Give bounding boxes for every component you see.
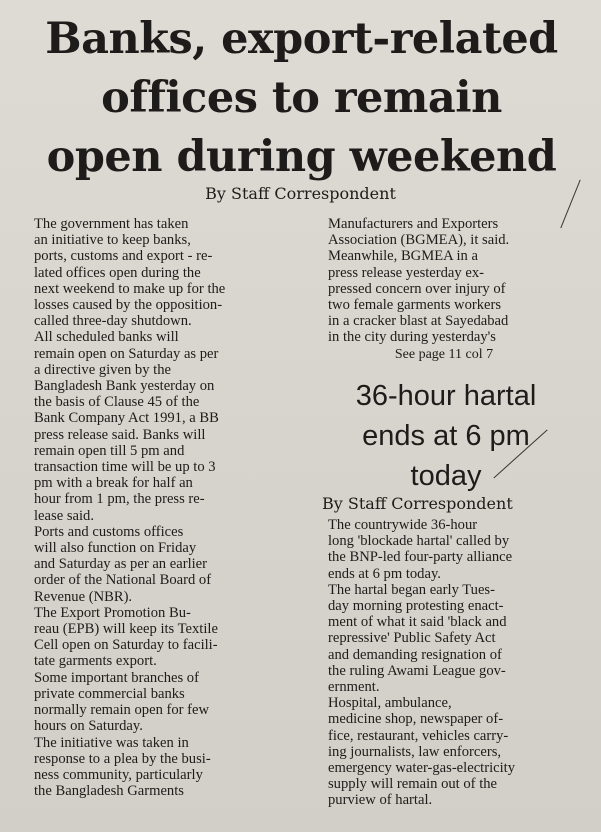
- text-line: hours on Saturday.: [34, 718, 143, 735]
- text-line: repressive' Public Safety Act: [328, 630, 496, 647]
- subhead-line-1: 36-hour hartal: [355, 380, 537, 412]
- text-line: supply will remain out of the: [328, 776, 498, 793]
- text-line: Manufacturers and Exporters: [328, 216, 499, 232]
- text-line: ports, customs and export - re-: [34, 248, 213, 265]
- text-line: transaction time will be up to 3: [34, 459, 216, 476]
- text-line: purview of hartal.: [328, 792, 433, 809]
- text-line: and demanding resignation of: [328, 646, 502, 663]
- text-line: Some important branches of: [34, 669, 199, 686]
- text-line: the basis of Clause 45 of the: [34, 394, 200, 411]
- text-line: remain open till 5 pm and: [34, 442, 185, 459]
- text-line: reau (EPB) will keep its Textile: [34, 621, 218, 638]
- text-line: normally remain open for few: [34, 702, 210, 719]
- text-line: hour from 1 pm, the press re-: [34, 491, 205, 508]
- text-line: The initiative was taken in: [34, 734, 189, 751]
- text-line: fice, restaurant, vehicles carry-: [328, 727, 509, 744]
- continuation-note: See page 11 col 7: [394, 346, 494, 362]
- article-paragraph: [310, 517, 578, 582]
- text-line: pm with a break for half an: [34, 475, 193, 492]
- article-headline: [14, 10, 589, 187]
- text-line: emergency water-gas-electricity: [328, 760, 516, 777]
- headline-line-2: offices to remain: [101, 73, 502, 123]
- text-line: and Saturday as per an earlier: [34, 556, 208, 573]
- subhead-line-2: ends at 6 pm: [362, 420, 530, 452]
- text-line: tate garments export.: [34, 653, 157, 670]
- article-paragraph: [16, 524, 282, 605]
- text-line: long 'blockade hartal' called by: [328, 533, 510, 550]
- text-line: Cell open on Saturday to facili-: [34, 637, 218, 654]
- text-line: ernment.: [328, 679, 380, 696]
- text-line: response to a plea by the busi-: [34, 750, 211, 767]
- text-line: remain open on Saturday as per: [34, 345, 219, 362]
- text-line: two female garments workers: [328, 297, 502, 314]
- text-line: ness community, particularly: [34, 766, 203, 783]
- subhead-line-3: today: [410, 460, 482, 492]
- text-line: All scheduled banks will: [34, 329, 179, 346]
- text-line: The hartal began early Tues-: [328, 581, 495, 598]
- article-paragraph: [16, 670, 282, 735]
- text-line: ment of what it said 'black and: [328, 614, 507, 631]
- text-line: The countrywide 36-hour: [328, 517, 478, 533]
- article-column-2: [310, 216, 578, 363]
- article-paragraph: [310, 582, 578, 695]
- text-line: an initiative to keep banks,: [34, 232, 191, 249]
- text-line: Ports and customs offices: [34, 523, 184, 540]
- text-line: the ruling Awami League gov-: [328, 662, 506, 679]
- text-line: lease said.: [34, 507, 94, 524]
- text-line: private commercial banks: [34, 685, 185, 702]
- text-line: Meanwhile, BGMEA in a: [328, 248, 478, 265]
- article-paragraph: [310, 695, 578, 808]
- text-line: The government has taken: [34, 216, 189, 232]
- text-line: Hospital, ambulance,: [328, 695, 452, 712]
- text-line: press release said. Banks will: [34, 426, 206, 443]
- text-line: ing journalists, law enforcers,: [328, 743, 502, 760]
- article-paragraph: [16, 605, 282, 670]
- text-line: called three-day shutdown.: [34, 313, 192, 330]
- text-line: losses caused by the opposition-: [34, 297, 223, 314]
- text-line: day morning protesting enact-: [328, 598, 504, 615]
- text-line: Bank Company Act 1991, a BB: [34, 410, 219, 427]
- article-column-1: [16, 216, 282, 799]
- article-paragraph: [16, 329, 282, 523]
- text-line: Revenue (NBR).: [34, 588, 133, 605]
- second-article-byline: By Staff Correspondent: [322, 494, 513, 513]
- article-paragraph: [16, 735, 282, 800]
- article-paragraph: [310, 248, 578, 345]
- headline-line-3: open during weekend: [46, 132, 557, 182]
- text-line: lated offices open during the: [34, 264, 201, 281]
- text-line: order of the National Board of: [34, 572, 212, 589]
- text-line: pressed concern over injury of: [328, 280, 506, 297]
- text-line: Association (BGMEA), it said.: [328, 232, 510, 249]
- text-line: the BNP-led four-party alliance: [328, 549, 513, 566]
- text-line: ends at 6 pm today.: [328, 565, 441, 582]
- text-line: in the city during yesterday's: [328, 329, 496, 346]
- text-line: next weekend to make up for the: [34, 280, 226, 297]
- text-line: will also function on Friday: [34, 540, 197, 557]
- headline-line-1: Banks, export-related: [45, 14, 558, 64]
- article-paragraph: [310, 216, 578, 248]
- text-line: The Export Promotion Bu-: [34, 604, 191, 621]
- text-line: Bangladesh Bank yesterday on: [34, 378, 215, 395]
- text-line: medicine shop, newspaper of-: [328, 711, 504, 728]
- text-line: the Bangladesh Garments: [34, 783, 184, 800]
- text-line: in a cracker blast at Sayedabad: [328, 313, 509, 330]
- article-paragraph: [16, 216, 282, 329]
- text-line: press release yesterday ex-: [328, 264, 484, 281]
- second-article-body: [310, 517, 578, 809]
- text-line: a directive given by the: [34, 361, 171, 378]
- article-byline: By Staff Correspondent: [205, 184, 396, 203]
